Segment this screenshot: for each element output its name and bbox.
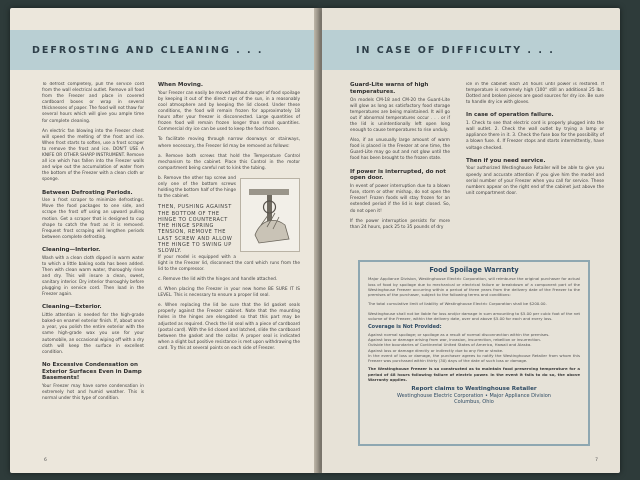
- coverage-item-1: Against normal spoilage; or spoilage as a result of normal disconnection within the premises.: [368, 331, 550, 337]
- condensation-text: Your Freezer may have some condensation in extremely hot and humid weather. This is normal under this type of condition.: [42, 384, 144, 402]
- cleaning-exterior-title: Cleaning—Exterior.: [42, 304, 102, 311]
- right-page: [322, 8, 620, 473]
- right-column-2: [454, 82, 614, 243]
- hinge-illustration: [240, 178, 300, 252]
- cleaning-interior-text: Wash with a clean cloth dipped in warm water to which a little baking soda has been added. Then with clean warm water, thoroughly rinse and dry. This will insure a clean, sweet, sanitary interior. Dry interior thoroughly before plugging in service cord. Then load in the Freezer again.: [42, 255, 144, 298]
- when-moving-text-2: To facilitate moving through narrow doorways or stairways, where necessary, the Freezer lid may be removed as follows:: [158, 137, 300, 149]
- warranty-title: Food Spoilage Warranty: [429, 266, 519, 274]
- warranty-p4: The Westinghouse Freezer is so constructed as to maintain food preserving temperature for a period of 48 hours following failure of electric power. In the event it fails to do so, the above Warranty applies.: [368, 366, 580, 383]
- coverage-item-4: Against loss or damage directly or indirectly due to any fire or stroke.: [368, 347, 504, 353]
- defrost-intro-1: To defrost completely, pull the service cord from the wall electrical outlet. Remove all food from the Freezer and place in covered cardboard boxes or wrap in several thicknesses of paper. The food will not thaw for several hours which will give you ample time for complete cleaning.: [42, 82, 144, 124]
- guard-lite-text: On models CM-18 and CM-20 the Guard-Lite will glow as long as satisfactory food storage temperatures are being maintained. It will go out if abnormal temperatures occur . . . or if the lid is unintentionally left open long enough to cause temperatures to rise unduly.: [350, 97, 450, 134]
- left-page: [10, 8, 318, 473]
- step-b: b. Remove the other top screw and only one of the bottom screws holding the bottom half of the hinge to the cabinet.: [158, 175, 236, 200]
- need-service-title: Then if you need service.: [466, 157, 546, 164]
- coverage-title: Coverage is Not Provided:: [368, 324, 442, 331]
- food-spoilage-warranty-box: [358, 260, 590, 446]
- step-d: d. When placing the Freezer in your new home BE SURE IT IS LEVEL. This is necessary to ensure a proper lid seal.: [158, 287, 300, 299]
- step-a: a. Remove both screws that hold the Temperature Control mechanism to the cabinet. Place this Control in the motor compartment being careful not to kink the tubing.: [158, 153, 300, 171]
- report-claims: Report claims to Westinghouse Retailer: [411, 386, 537, 393]
- right-column-1: [322, 82, 454, 243]
- left-column-1: [10, 82, 150, 453]
- hinge-warning-caps: THEN, PUSHING AGAINST THE BOTTOM OF THE HINGE TO COUNTERACT THE HINGE SPRING TENSION, REMOVE THE LAST SCREW AND ALLOW THE HINGE TO SWING UP SLOWLY.: [158, 204, 233, 255]
- power-interrupted-text: In event of power interruption due to a blown fuse, storm or other mishap, do not open the Freezer! Frozen foods will stay frozen for an extended period if the lid is kept closed. So, do not open it!: [350, 184, 450, 214]
- power-interrupted-title: If power is interrupted, do not open door.: [350, 168, 446, 182]
- address-line-1: Westinghouse Electric Corporation • Major Appliance Division: [397, 392, 551, 399]
- address-line-2: Columbus, Ohio: [454, 398, 494, 405]
- when-moving-text: Your Freezer can easily be moved without danger of food spoilage by keeping it out of the direct rays of the sun, in a reasonably cool atmosphere and by keeping the lid closed. Under these conditions, the food will remain frozen for approximately 18 hours after your freezer is disconnected. Large quantities of frozen food will remain frozen longer than small quantities. Commercial dry ice can be used to keep the food frozen.: [158, 90, 300, 133]
- between-defrosting-title: Between Defrosting Periods.: [42, 189, 133, 196]
- operation-failure-text: 1. Check to see that electric cord is properly plugged into the wall outlet. 2. Check the wall outlet by trying a lamp or appliance there in it. 3. Check the fuse box for the possibility of a blown fuse. 4. If Freezer stops and starts intermittently, have voltage checked.: [466, 121, 604, 151]
- cleaning-exterior-text: Little attention is needed for the high-grade baked-on enamel exterior finish. If, about once a year, you polish the entire exterior with the same high-grade wax you use for your automobile, an occasional wiping off with a dry cloth will keep the surface in excellent condition.: [42, 313, 144, 355]
- between-defrosting-text: Use a frost scraper to minimize defrostings. Move the food packages to one side, and scrape the frost off using an upward pulling motion. Get a scraper that is designed to cup shape to catch the frost as it is removed. Frequent frost scraping will lengthen periods between complete defrosting.: [42, 198, 144, 240]
- when-moving-title: When Moving.: [158, 82, 203, 88]
- warranty-p3: Westinghouse shall not be liable for loss and/or damage in sum amounting to $5.00 per cubic foot of the net volume of the Freezer, within the delivery date, over and above $5.00 for each and every loss.: [368, 310, 580, 322]
- right-page-title: IN CASE OF DIFFICULTY . . .: [356, 44, 555, 56]
- cleaning-interior-title: Cleaning—Interior.: [42, 246, 101, 253]
- coverage-item-2: Against loss or damage arising from war, invasion, insurrection, rebellion or insurrection.: [368, 336, 542, 342]
- right-header-band: [322, 30, 620, 70]
- right-page-number: 7: [595, 458, 598, 463]
- condensation-title: No Excessive Condensation on Exterior Surfaces Even in Damp Basements!: [42, 361, 142, 382]
- step-e: e. When replacing the lid be sure that the lid gasket seals properly against the Freezer cabinet. Note that the mounting holes in the hinges are elongated so that this part may be adjusted as required. Check the lid seal with a piece of cardboard (postal card). With the lid closed and latched, slide the cardboard between the gasket and the collar. A proper seal is indicated when a slight but positive resistance is met upon withdrawing the card. Try this at several points on each side of Freezer.: [158, 303, 300, 351]
- operation-failure-title: In case of operation failure.: [466, 112, 554, 119]
- need-service-text: Your authorized Westinghouse Retailer will be able to give you speedy and accurate attention if you give him the model and serial number of your Freezer when you call for service. These numbers appear on the right end of the cabinet just above the unit compartment door.: [466, 166, 604, 196]
- left-page-title: DEFROSTING AND CLEANING . . .: [32, 44, 264, 56]
- hand-hinge-icon: [241, 179, 299, 251]
- guard-lite-text-2: Also, if an unusually large amount of warm food is placed in the Freezer at one time, the Guard-Lite may go out and not glow until the food has been brought to the frozen state.: [350, 138, 450, 162]
- coverage-item-5: In the event of loss or damage, the purchaser agrees to notify the Westinghouse Retailer from whom this Freezer was purchased within thirty (30) days of the date of such loss or damage.: [368, 352, 580, 364]
- open-booklet: [10, 8, 620, 478]
- step-b-light: If your model is equipped with a light in the Freezer lid, disconnect the cord which runs from the lid to the compressor.: [158, 254, 300, 272]
- left-header-band: [10, 30, 318, 70]
- warranty-p2: The total cumulative limit of liability of Westinghouse Electric Corporation shall be $200.00.: [368, 301, 547, 307]
- guard-lite-title: Guard-Lite warns of high temperatures.: [350, 82, 429, 95]
- defrost-intro-2: An electric fan blowing into the Freezer chest will speed the melting of the frost and ice. When frost starts to soften, use a frost scraper to remove the frost and ice. DON'T USE A KNIFE OR OTHER SHARP INSTRUMENT. Remove all ice which has fallen into the Freezer walls and wipe out the accumulation of water from the bottom of the Freezer with a clean cloth or sponge.: [42, 128, 144, 183]
- left-column-2: [150, 82, 310, 453]
- step-c: c. Remove the lid with the hinges and handle attached.: [158, 276, 278, 282]
- left-page-number: 6: [44, 458, 47, 463]
- coverage-item-3: Outside the boundaries of Continental United States of America, Hawaii and Alaska.: [368, 342, 532, 348]
- power-interrupted-text-2: If the power interruption persists for more than 24 hours, pack 25 to 35 pounds of dry: [350, 218, 450, 230]
- dry-ice-text: ice in the cabinet each 24 hours until power is restored. If temperature is extremely high (100° still an additional 25 lbs. Dotted and broken pieces are good sources for dry ice. Be sure to handle dry ice with gloves.: [466, 82, 604, 106]
- warranty-p1: Major Appliance Division, Westinghouse Electric Corporation, will reimburse the original purchaser for actual loss of food by spoilage due to mechanical or electrical failure or breakdown of a component part of the Westinghouse Freezer occurring within a period of three years from the delivery date of the Freezer to the premises of the purchaser, subject to the following terms and conditions:: [368, 276, 580, 298]
